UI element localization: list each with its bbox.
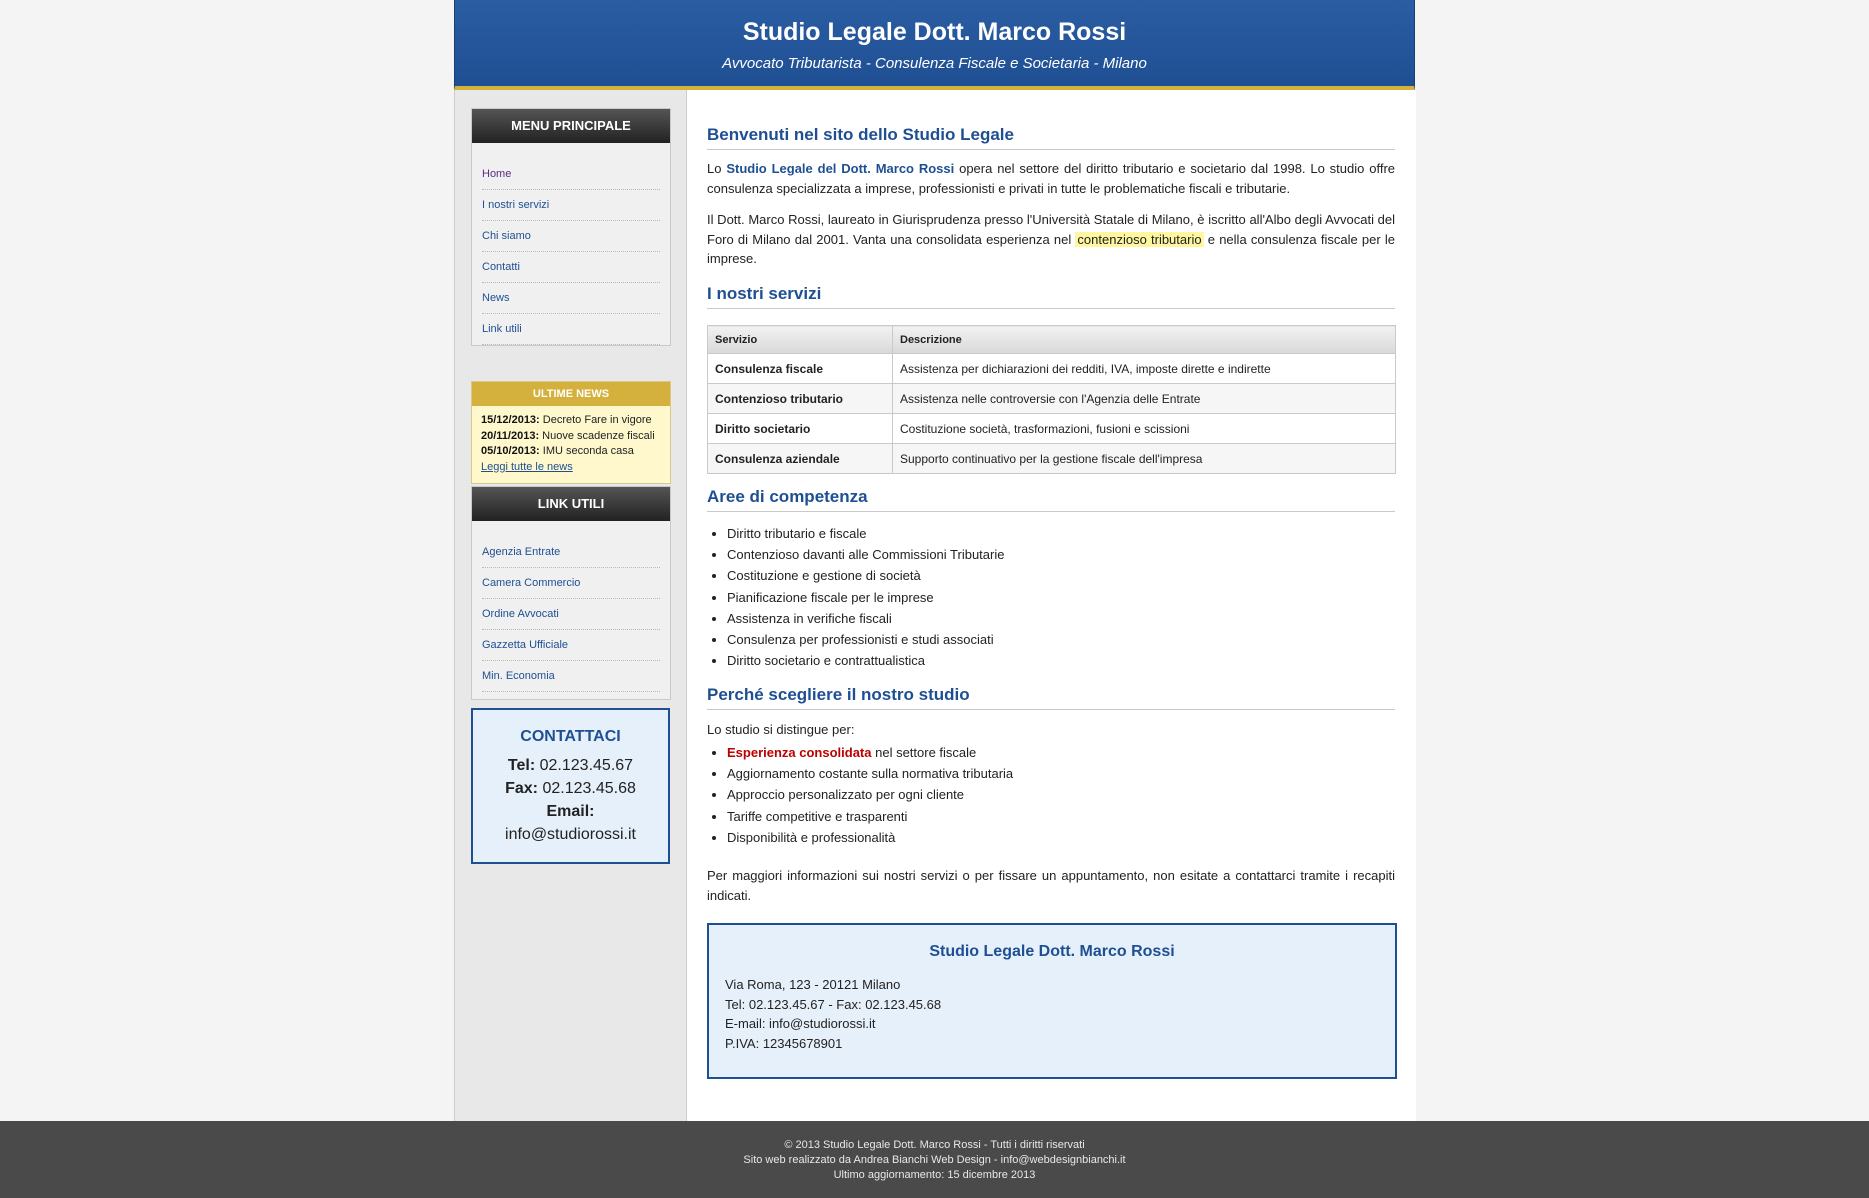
table-row	[708, 354, 1396, 384]
table-row	[708, 384, 1396, 414]
table-row	[708, 444, 1396, 474]
footer-copyright: © 2013 Studio Legale Dott. Marco Rossi - Tutti i diritti riservati	[784, 1139, 1085, 1151]
service-name: Consulenza aziendale	[708, 444, 893, 474]
areas-heading: Aree di competenza	[707, 487, 1395, 512]
why-list	[707, 742, 1013, 848]
news-text: Nuove scadenze fiscali	[539, 429, 655, 442]
list-item: • Costituzione e gestione di società	[727, 565, 1004, 586]
col-descrizione: Descrizione	[893, 326, 1396, 354]
card-email[interactable]: E-mail: info@studiorossi.it	[725, 1016, 876, 1031]
menu-item-servizi[interactable]: I nostri servizi	[482, 190, 660, 221]
news-text: Decreto Fare in vigore	[539, 414, 652, 426]
main-menu	[472, 143, 670, 351]
link-min-economia[interactable]: Min. Economia	[482, 661, 660, 692]
email-label: Email:	[546, 803, 595, 820]
menu-item-news[interactable]: News	[482, 283, 660, 314]
card-title: Studio Legale Dott. Marco Rossi	[929, 943, 1175, 960]
intro-paragraph	[707, 159, 1395, 198]
service-desc: Costituzione società, trasformazioni, fusioni e scissioni	[893, 414, 1396, 444]
welcome-heading: Benvenuti nel sito dello Studio Legale	[707, 125, 1395, 150]
useful-links	[472, 521, 670, 698]
intro-text-b: opera nel settore del diritto tributario e societario dal 1998. Lo studio offre consulenza specializzata a imprese, professionisti e privati in tutte le problematiche fiscali e tributarie.	[707, 161, 1396, 196]
card-address: Via Roma, 123 - 20121 Milano	[725, 977, 901, 992]
useful-links-box	[471, 486, 671, 700]
why-intro: Lo studio si distingue per:	[707, 722, 855, 737]
service-name: Diritto societario	[708, 414, 893, 444]
news-item[interactable]	[481, 429, 661, 445]
service-desc: Supporto continuativo per la gestione fiscale dell'impresa	[893, 444, 1396, 474]
news-date: 05/10/2013:	[481, 445, 540, 457]
fax-label: Fax:	[505, 780, 539, 797]
news-date: 20/11/2013:	[481, 429, 540, 442]
card-piva: P.IVA: 12345678901	[725, 1035, 843, 1051]
service-desc: Assistenza per dichiarazioni dei redditi, IVA, imposte dirette e indirette	[893, 354, 1396, 384]
contact-email[interactable]: info@studiorossi.it	[505, 826, 636, 843]
useful-links-title: LINK UTILI	[472, 487, 670, 521]
service-name: Consulenza fiscale	[708, 354, 893, 384]
card-lines	[725, 975, 1395, 1053]
news-item[interactable]	[481, 413, 661, 429]
link-camera-commercio[interactable]: Camera Commercio	[482, 568, 660, 599]
table-header-row	[708, 326, 1396, 354]
address-card	[707, 923, 1397, 1079]
tel-value: 02.123.45.67	[535, 757, 634, 774]
card-phones: Tel: 02.123.45.67 - Fax: 02.123.45.68	[725, 996, 942, 1012]
menu-item-home[interactable]: Home	[482, 159, 660, 190]
footer-credits: Sito web realizzato da Andrea Bianchi Web Design - info@webdesignbianchi.it	[743, 1154, 1126, 1166]
read-all-news-link[interactable]: Leggi tutte le news	[481, 460, 573, 473]
main-content	[687, 90, 1416, 1121]
news-title: ULTIME NEWS	[472, 382, 670, 406]
site-subtitle: Avvocato Tributarista - Consulenza Fiscale e Societaria - Milano	[722, 55, 1147, 72]
main-menu-title: MENU PRINCIPALE	[472, 109, 670, 143]
list-item: • Diritto tributario e fiscale	[727, 523, 1004, 544]
link-gazzetta-ufficiale[interactable]: Gazzetta Ufficiale	[482, 630, 660, 661]
news-item[interactable]	[481, 444, 661, 460]
closing-paragraph: Per maggiori informazioni sui nostri servizi o per fissare un appuntamento, non esitate a contattarci tramite i recapiti indicati.	[707, 868, 1395, 903]
bio-text-a: Il Dott. Marco Rossi, laureato in Giurisprudenza presso l'Università Statale di Milano, è iscritto all'Albo degli Avvocati del Foro di Milano dal 2001. Vanta una consolidata esperienza nel	[707, 212, 1395, 247]
menu-item-chi-siamo[interactable]: Chi siamo	[482, 221, 660, 252]
list-item: • Aggiornamento costante sulla normativa tributaria	[727, 763, 1013, 784]
why-highlight: Esperienza consolidata	[727, 745, 872, 760]
news-box	[471, 381, 671, 484]
col-servizio: Servizio	[708, 326, 893, 354]
list-item: • Approccio personalizzato per ogni cliente	[727, 784, 1013, 805]
list-item: • Contenzioso davanti alle Commissioni Tributarie	[727, 544, 1004, 565]
site-header	[454, 0, 1415, 90]
why-highlight-rest: nel settore fiscale	[871, 745, 977, 760]
service-name: Contenzioso tributario	[708, 384, 893, 414]
site-title: Studio Legale Dott. Marco Rossi	[742, 18, 1127, 46]
why-heading: Perché scegliere il nostro studio	[707, 685, 1395, 710]
fax-value: 02.123.45.68	[538, 780, 636, 797]
site-footer	[0, 1121, 1869, 1198]
footer-updated: Ultimo aggiornamento: 15 dicembre 2013	[833, 1169, 1036, 1181]
contact-fax	[473, 777, 668, 800]
contact-tel	[473, 754, 668, 777]
page-body	[454, 90, 1415, 1121]
contact-box	[471, 708, 670, 864]
bio-highlight: contenzioso tributario	[1077, 231, 1202, 247]
services-table	[707, 325, 1396, 474]
intro-text-a: Lo	[707, 161, 727, 176]
list-item: • Consulenza per professionisti e studi associati	[727, 629, 1004, 650]
news-date: 15/12/2013:	[481, 414, 540, 426]
intro-strong: Studio Legale del Dott. Marco Rossi	[726, 161, 955, 176]
list-item: • Tariffe competitive e trasparenti	[727, 806, 1013, 827]
menu-item-contatti[interactable]: Contatti	[482, 252, 660, 283]
service-desc: Assistenza nelle controversie con l'Agenzia delle Entrate	[893, 384, 1396, 414]
link-ordine-avvocati[interactable]: Ordine Avvocati	[482, 599, 660, 630]
sidebar	[455, 90, 687, 1121]
bio-text-b: e nella consulenza fiscale per le imprese.	[707, 231, 1395, 266]
bio-paragraph	[707, 210, 1395, 269]
tel-label: Tel:	[507, 757, 536, 774]
list-item: • Disponibilità e professionalità	[727, 827, 1013, 848]
list-item: • Diritto societario e contrattualistica	[727, 650, 1004, 671]
link-agenzia-entrate[interactable]: Agenzia Entrate	[482, 537, 660, 568]
main-menu-box	[471, 108, 671, 346]
table-row	[708, 414, 1396, 444]
list-item	[727, 742, 1013, 763]
contact-email-label	[473, 800, 668, 823]
list-item: • Assistenza in verifiche fiscali	[727, 608, 1004, 629]
services-heading: I nostri servizi	[707, 284, 1395, 309]
areas-list	[707, 523, 1004, 671]
news-list	[472, 406, 670, 483]
list-item: • Pianificazione fiscale per le imprese	[727, 587, 1004, 608]
menu-item-link-utili[interactable]: Link utili	[482, 314, 660, 345]
contact-title: CONTATTACI	[520, 728, 621, 745]
news-text: IMU seconda casa	[539, 445, 634, 457]
page-wrapper	[454, 0, 1415, 1121]
